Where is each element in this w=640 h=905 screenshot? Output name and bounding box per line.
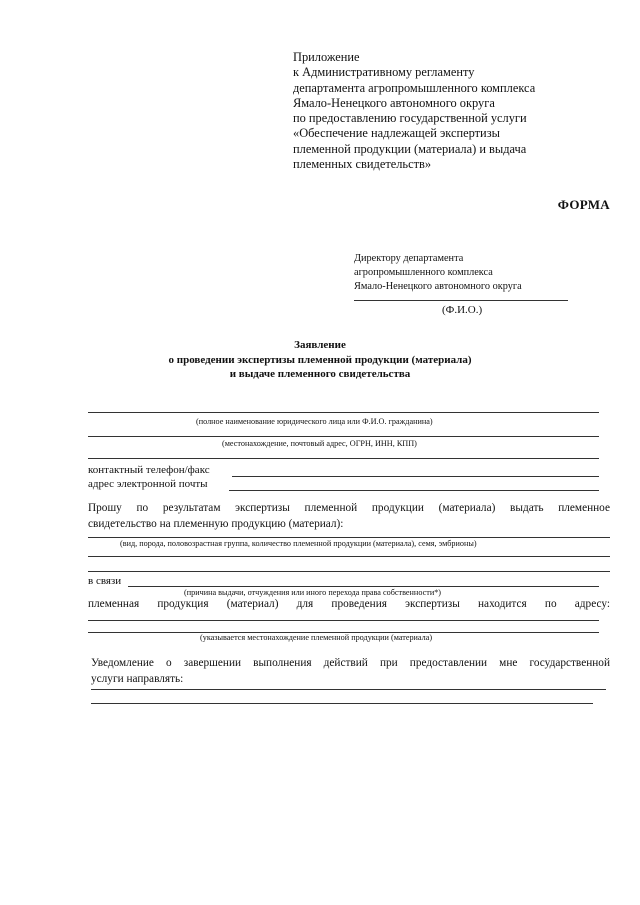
fio-input-line[interactable] bbox=[354, 300, 568, 301]
product-input-line-2[interactable] bbox=[88, 556, 610, 557]
reason-label: в связи bbox=[88, 575, 122, 587]
notification-paragraph bbox=[91, 656, 610, 687]
applicant-name-line[interactable] bbox=[88, 412, 599, 413]
product-address-line[interactable] bbox=[88, 620, 599, 621]
product-input-line[interactable] bbox=[88, 537, 610, 538]
reason-caption: (причина выдачи, отчуждения или иного перехода права собственности*) bbox=[184, 588, 442, 597]
addressee-line: Ямало-Ненецкого автономного округа bbox=[354, 281, 522, 292]
addressee-line: Директору департамента bbox=[354, 253, 464, 264]
appendix-line: племенных свидетельств» bbox=[293, 157, 432, 172]
reason-input-line[interactable] bbox=[128, 586, 599, 587]
product-location-paragraph bbox=[88, 597, 610, 613]
phone-input-line[interactable] bbox=[232, 476, 599, 477]
product-location-caption: (указывается местонахождение племенной продукции (материала) bbox=[200, 633, 433, 642]
request-line: Прошу по результатам экспертизы племенной продукции (материала) выдать племенное bbox=[88, 502, 610, 514]
appendix-line: племенной продукции (материала) и выдача bbox=[293, 141, 527, 156]
phone-label: контактный телефон/факс bbox=[88, 464, 210, 476]
notification-input-line-2[interactable] bbox=[91, 703, 593, 704]
appendix-line: Ямало-Ненецкого автономного округа bbox=[293, 95, 495, 110]
appendix-line: Приложение bbox=[293, 50, 360, 64]
request-line: свидетельство на племенную продукцию (материал): bbox=[88, 517, 344, 530]
appendix-line: к Административному регламенту bbox=[293, 65, 475, 80]
appendix-line: по предоставлению государственной услуги bbox=[293, 111, 527, 126]
location-caption: (местонахождение, почтовый адрес, ОГРН, ИНН, КПП) bbox=[222, 439, 417, 448]
notification-line: услуги направлять: bbox=[91, 672, 184, 685]
applicant-location-line[interactable] bbox=[88, 436, 599, 437]
product-location-line: племенная продукция (материал) для проведения экспертизы находится по адресу: bbox=[88, 598, 610, 610]
email-label: адрес электронной почты bbox=[88, 478, 208, 490]
applicant-extra-line[interactable] bbox=[88, 458, 599, 459]
addressee-block bbox=[354, 252, 522, 294]
document-title: Заявление bbox=[294, 339, 346, 351]
addressee-line: агропромышленного комплекса bbox=[354, 267, 493, 278]
document-subtitle-2: и выдаче племенного свидетельства bbox=[229, 368, 411, 380]
product-caption: (вид, порода, половозрастная группа, количество племенной продукции (материала), семя, эмбрионы) bbox=[120, 539, 477, 548]
form-label: ФОРМА bbox=[557, 197, 610, 212]
appendix-line: «Обеспечение надлежащей экспертизы bbox=[293, 126, 500, 141]
request-paragraph bbox=[88, 501, 610, 532]
email-input-line[interactable] bbox=[229, 490, 599, 491]
applicant-caption: (полное наименование юридического лица или Ф.И.О. гражданина) bbox=[196, 417, 433, 426]
document-subtitle: о проведении экспертизы племенной продукции (материала) bbox=[168, 354, 472, 366]
notification-line: Уведомление о завершении выполнения действий при предоставлении мне государственной bbox=[91, 657, 610, 669]
appendix-header bbox=[293, 50, 623, 172]
appendix-line: департамента агропромышленного комплекса bbox=[293, 80, 536, 95]
product-input-line-3[interactable] bbox=[88, 571, 610, 572]
notification-input-line[interactable] bbox=[91, 689, 606, 690]
fio-caption: (Ф.И.О.) bbox=[442, 304, 483, 316]
